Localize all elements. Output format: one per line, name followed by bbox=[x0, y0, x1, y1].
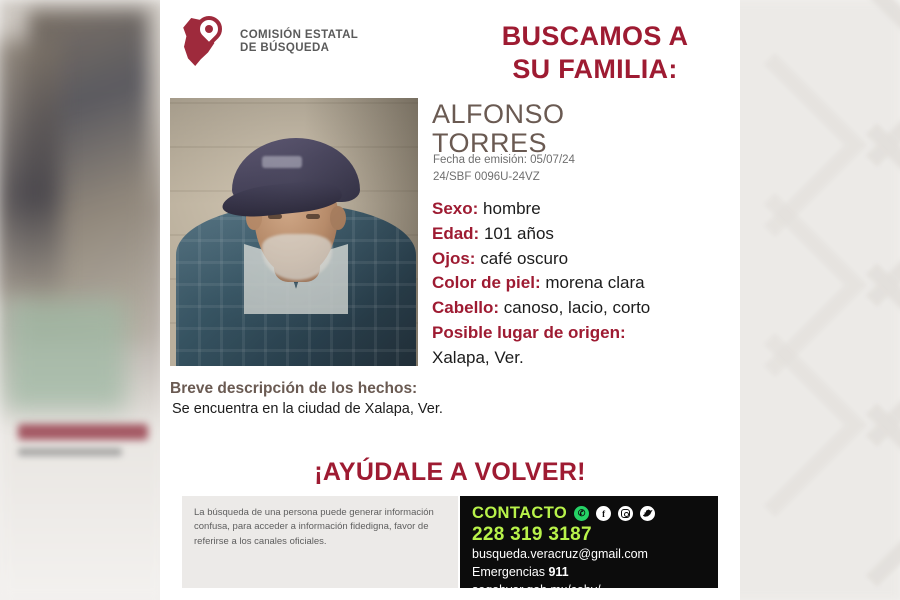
background-left-gray-text-blur bbox=[18, 448, 122, 456]
attribute-value: café oscuro bbox=[480, 248, 569, 268]
attribute-row bbox=[432, 321, 732, 346]
contact-website[interactable]: segobver.gob.mx/cebv/ bbox=[472, 582, 601, 597]
attribute-key: Posible lugar de origen: bbox=[432, 323, 626, 343]
contact-phone[interactable]: 228 319 3187 bbox=[472, 524, 592, 545]
attribute-key: Color de piel: bbox=[432, 273, 541, 293]
headline-line-2: SU FAMILIA: bbox=[512, 54, 678, 85]
whatsapp-icon[interactable]: ✆ bbox=[574, 506, 589, 521]
instagram-icon[interactable] bbox=[618, 506, 633, 521]
headline-line-1: BUSCAMOS A bbox=[501, 21, 689, 51]
attribute-key: Ojos: bbox=[432, 248, 476, 268]
attribute-value: hombre bbox=[483, 199, 541, 218]
issue-info bbox=[433, 152, 575, 187]
twitter-icon[interactable] bbox=[640, 506, 655, 521]
call-to-action: ¡AYÚDALE A VOLVER! bbox=[314, 458, 586, 486]
organization-name-line1: COMISIÓN ESTATAL bbox=[240, 29, 359, 42]
organization-name-line2: DE BÚSQUEDA bbox=[240, 42, 330, 54]
contact-email[interactable]: busqueda.veracruz@gmail.com bbox=[472, 547, 648, 561]
attribute-row bbox=[432, 222, 732, 247]
attribute-row bbox=[432, 346, 732, 371]
facebook-icon[interactable]: f bbox=[596, 506, 611, 521]
attribute-key: Cabello: bbox=[432, 298, 500, 318]
facts-text: Se encuentra en la ciudad de Xalapa, Ver. bbox=[172, 401, 443, 417]
contact-title: CONTACTO bbox=[472, 504, 568, 522]
background-left-green-blur bbox=[6, 300, 126, 410]
attribute-row bbox=[432, 197, 732, 222]
attribute-value: morena clara bbox=[545, 273, 645, 293]
attribute-row bbox=[432, 271, 732, 296]
facts-title: Breve descripción de los hechos: bbox=[170, 380, 418, 397]
contact-panel bbox=[460, 496, 718, 597]
person-first-name: ALFONSO bbox=[432, 99, 565, 129]
person-attributes bbox=[432, 197, 732, 371]
attribute-key: Sexo: bbox=[432, 199, 479, 218]
background-left-red-text-blur bbox=[18, 424, 148, 440]
issue-date: Fecha de emisión: 05/07/24 bbox=[433, 154, 575, 166]
attribute-value: 101 años bbox=[483, 223, 554, 243]
person-last-name: TORRES bbox=[432, 128, 548, 159]
person-name bbox=[432, 100, 732, 158]
organization-logo bbox=[180, 16, 358, 68]
attribute-value: Xalapa, Ver. bbox=[432, 347, 524, 367]
case-folio: 24/SBF 0096U-24VZ bbox=[433, 171, 540, 184]
emergency-number: 911 bbox=[548, 564, 569, 579]
emergency-line bbox=[472, 564, 706, 582]
attribute-row bbox=[432, 247, 732, 272]
emergency-label: Emergencias bbox=[472, 564, 545, 579]
person-photo bbox=[170, 98, 418, 366]
state-map-pin-icon bbox=[180, 16, 232, 68]
attribute-row bbox=[432, 296, 732, 321]
poster-headline bbox=[460, 20, 730, 87]
attribute-key: Edad: bbox=[432, 223, 480, 243]
missing-person-poster bbox=[160, 0, 740, 600]
background-left-photo-secondary-blur bbox=[0, 40, 60, 300]
disclaimer-text: La búsqueda de una persona puede generar información confusa, para acceder a información fidedigna, favor de referirse a los canales oficiales. bbox=[182, 496, 458, 588]
attribute-value: canoso, lacio, corto bbox=[503, 298, 651, 318]
